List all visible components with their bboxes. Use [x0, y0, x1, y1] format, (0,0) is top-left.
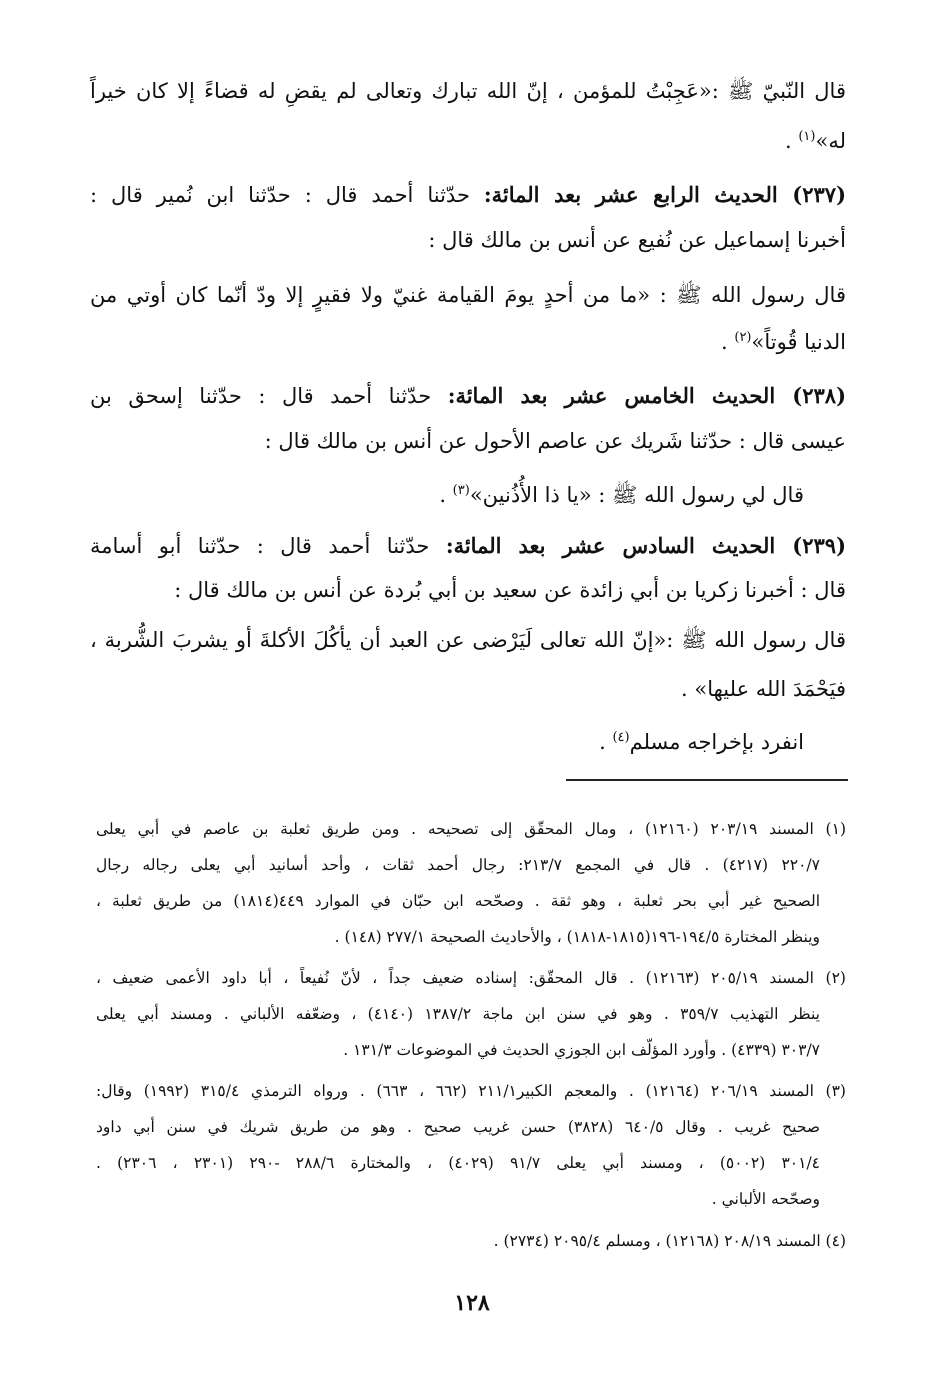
footnote-ref-1[interactable]: (١): [798, 129, 816, 144]
text-span: ٣٠١/٤ (٥٠٠٢) ، ومسند أبي يعلى ٩١/٧ (٤٠٢٩) ، والمختارة ٢٨٨/٦ -٢٩٠ (٢٣٠١ ، ٢٣٠٦) .: [96, 1154, 820, 1172]
text-span: فيَحْمَدَ الله عليها» .: [681, 677, 846, 701]
text-span: (٢) المسند ٢٠٥/١٩ (١٢١٦٣) . قال المحقّق: إسناده ضعيف جداً ، لأنّ نُفيعاً ، أبا داود الأعمى ضعيف ،: [96, 969, 846, 987]
footnote-2-line-2: [96, 1002, 820, 1026]
text-span: أخبرنا إسماعيل عن نُفيع عن أنس بن مالك قال :: [428, 228, 846, 252]
footnote-4-line-1: [494, 1229, 846, 1253]
hadith-238-heading-line: [90, 381, 846, 411]
hadith-239-chain-line: [174, 575, 846, 605]
hadith-237-text-line-2: [721, 323, 846, 357]
page-number: ١٢٨: [454, 1290, 490, 1316]
text-span: قال رسول الله ﷺ :«إنّ الله تعالى لَيَرْضى عن العبد أن يأكُلَ الأكلةَ أو يشربَ الشُّربة ،: [90, 628, 846, 652]
text-span: حدّثنا أحمد قال : حدّثنا إسحق بن: [90, 384, 448, 408]
hadith-236-text-line-1: [90, 76, 846, 106]
hadith-239-title: (٢٣٩) الحديث السادس عشر بعد المائة:: [445, 533, 846, 558]
footnote-3-line-4: [712, 1187, 820, 1211]
hadith-239-text-line-1: [90, 625, 846, 655]
footnote-separator: [566, 779, 848, 781]
footnote-3-line-1: [96, 1079, 846, 1103]
text-span: .: [439, 483, 453, 507]
footnote-ref-3[interactable]: (٣): [452, 483, 470, 498]
text-span: له»: [815, 129, 846, 153]
text-span: قال النّبيّ ﷺ :«عَجِبْتُ للمؤمن ، إنّ الله تبارك وتعالى لم يقضِ له قضاءً إلا كان خيراً: [90, 79, 846, 103]
text-span: قال : أخبرنا زكريا بن أبي زائدة عن سعيد بن أبي بُردة عن أنس بن مالك قال :: [174, 578, 846, 602]
text-span: (٣) المسند ٢٠٦/١٩ (١٢١٦٤) . والمعجم الكبير٢١١/١ (٦٦٢ ، ٦٦٣) . ورواه الترمذي ٣١٥/٤ (١٩٩٢) وقال:: [96, 1082, 846, 1100]
hadith-239-heading-line: [90, 531, 846, 561]
text-span: وصحّحه الألباني .: [711, 1190, 820, 1208]
hadith-236-text-line-2: [785, 122, 846, 156]
hadith-239-note-line: [599, 723, 804, 757]
text-span: قال رسول الله ﷺ : «ما من أحدٍ يومَ القيامة غنيّ ولا فقيرٍ إلا ودّ أنّما كان أوتي من: [90, 283, 846, 307]
text-span: حدّثنا أحمد قال : حدّثنا أبو أسامة: [90, 534, 446, 558]
footnote-2-line-1: [96, 966, 846, 990]
footnote-3-line-2: [96, 1115, 820, 1139]
text-span: .: [599, 730, 613, 754]
text-span: .: [721, 330, 735, 354]
text-span: قال لي رسول الله ﷺ : «يا ذا الأُذُنين»: [469, 483, 804, 507]
text-span: صحيح غريب . وقال ٦٤٠/٥ (٣٨٢٨) حسن غريب صحيح . وهو من طريق شريك في سنن أبي داود: [96, 1118, 820, 1136]
text-span: وينظر المختارة ١٩٤/٥-١٩٦(١٨١٥-١٨١٨) ، والأحاديث الصحيحة ٢٧٧/١ (١٤٨) .: [334, 928, 820, 946]
text-span: الصحيح غير أبي بحر ثعلبة ، وهو ثقة . وصحّحه ابن حبّان في الموارد ٤٤٩(١٨١٤) من طريق ثعلبة ،: [96, 892, 820, 910]
text-span: .: [784, 129, 799, 153]
hadith-238-title: (٢٣٨) الحديث الخامس عشر بعد المائة:: [447, 383, 846, 408]
hadith-237-chain-line: [428, 225, 846, 255]
footnote-1-line-2: [96, 853, 820, 877]
hadith-237-heading-line: [90, 180, 846, 210]
text-span: ٣٠٣/٧ (٤٣٣٩) . وأورد المؤلّف ابن الجوزي الحديث في الموضوعات ١٣١/٣ .: [343, 1041, 820, 1059]
footnote-2-line-3: [343, 1038, 820, 1062]
footnote-3-line-3: [96, 1151, 820, 1175]
hadith-237-text-line-1: [90, 280, 846, 310]
footnote-1-line-3: [96, 889, 820, 913]
footnote-ref-4[interactable]: (٤): [612, 730, 630, 745]
text-span: (١) المسند ٢٠٣/١٩ (١٢١٦٠) ، ومال المحقّق إلى تصحيحه . ومن طريق ثعلبة بن عاصم في أبي يعلى: [96, 820, 846, 838]
text-span: عيسى قال : حدّثنا شَريك عن عاصم الأحول عن أنس بن مالك قال :: [264, 429, 846, 453]
text-span: ينظر التهذيب ٣٥٩/٧ . وهو في سنن ابن ماجة ١٣٨٧/٢ (٤١٤٠) ، وضعّفه الألباني . ومسند أبي يعلى: [96, 1005, 820, 1023]
text-span: انفرد بإخراجه مسلم: [629, 730, 804, 754]
footnote-ref-2[interactable]: (٢): [734, 330, 752, 345]
hadith-239-text-line-2: [681, 674, 846, 704]
footnote-1-line-4: [335, 925, 820, 949]
hadith-238-chain-line: [265, 426, 846, 456]
text-span: ٢٢٠/٧ (٤٢١٧) . قال في المجمع ٢١٣/٧: رجال أحمد ثقات ، وأحد أسانيد أبي يعلى رجاله رجال: [96, 856, 820, 874]
hadith-237-title: (٢٣٧) الحديث الرابع عشر بعد المائة:: [483, 182, 847, 207]
text-span: الدنيا قُوتاً»: [751, 330, 846, 354]
text-span: (٤) المسند ٢٠٨/١٩ (١٢١٦٨) ، ومسلم ٢٠٩٥/٤ (٢٧٣٤) .: [493, 1232, 846, 1250]
text-span: حدّثنا أحمد قال : حدّثنا ابن نُمير قال :: [90, 183, 484, 207]
hadith-238-text-line: [439, 476, 804, 510]
footnote-1-line-1: [96, 817, 846, 841]
